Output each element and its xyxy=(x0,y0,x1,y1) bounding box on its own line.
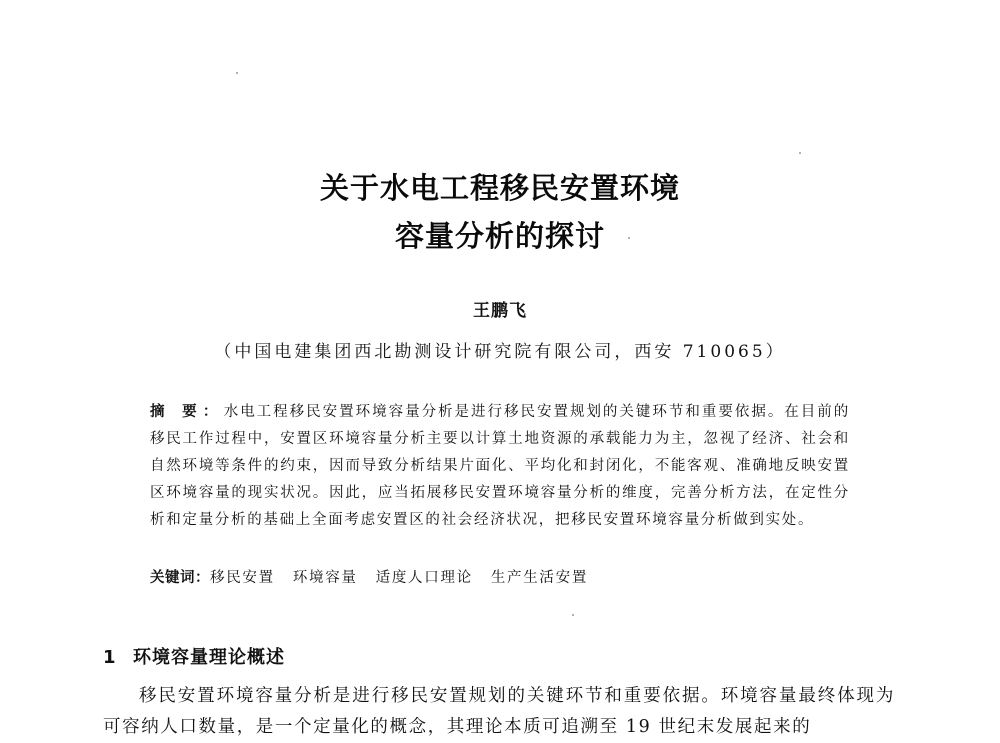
keywords-label: 关键词： xyxy=(150,569,210,586)
keyword-item: 环境容量 xyxy=(292,570,358,586)
body-paragraph: 移民安置环境容量分析是进行移民安置规划的关键环节和重要依据。环境容量最终体现为可容纳人口数量，是一个定量化的概念，其理论本质可追溯至 19 世纪末发展起来的 xyxy=(103,686,895,737)
abstract-label: 摘 要： xyxy=(150,403,224,420)
keyword-item: 适度人口理论 xyxy=(375,570,473,586)
abstract xyxy=(150,398,850,534)
author-affiliation: （中国电建集团西北勘测设计研究院有限公司，西安 710065） xyxy=(214,342,786,362)
author-name: 王鹏飞 xyxy=(473,301,527,321)
scan-speck xyxy=(236,72,238,74)
paper-title-line-1: 关于水电工程移民安置环境 xyxy=(319,171,680,205)
section-heading xyxy=(103,643,285,669)
scan-speck xyxy=(799,152,801,154)
keyword-item: 生产生活安置 xyxy=(490,570,589,586)
keyword-item: 移民安置 xyxy=(210,570,275,586)
scan-speck xyxy=(572,614,574,616)
paper-title-line-2: 容量分析的探讨 xyxy=(394,219,605,253)
abstract-text: 水电工程移民安置环境容量分析是进行移民安置规划的关键环节和重要依据。在目前的移民工作过程中，安置区环境容量分析主要以计算土地资源的承载能力为主，忽视了经济、社会和自然环境等条件的约束，因而导致分析结果片面化、平均化和封闭化，不能客观、准确地反映安置区环境容量的现实状况。因此，应当拓展移民安置环境容量分析的维度，完善分析方法，在定性分析和定量分析的基础上全面考虑安置区的社会经济状况，把移民安置环境容量分析做到实处。 xyxy=(150,404,850,528)
section-number: 1 xyxy=(103,647,117,668)
section-title: 环境容量理论概述 xyxy=(133,647,285,668)
keywords xyxy=(150,566,850,587)
